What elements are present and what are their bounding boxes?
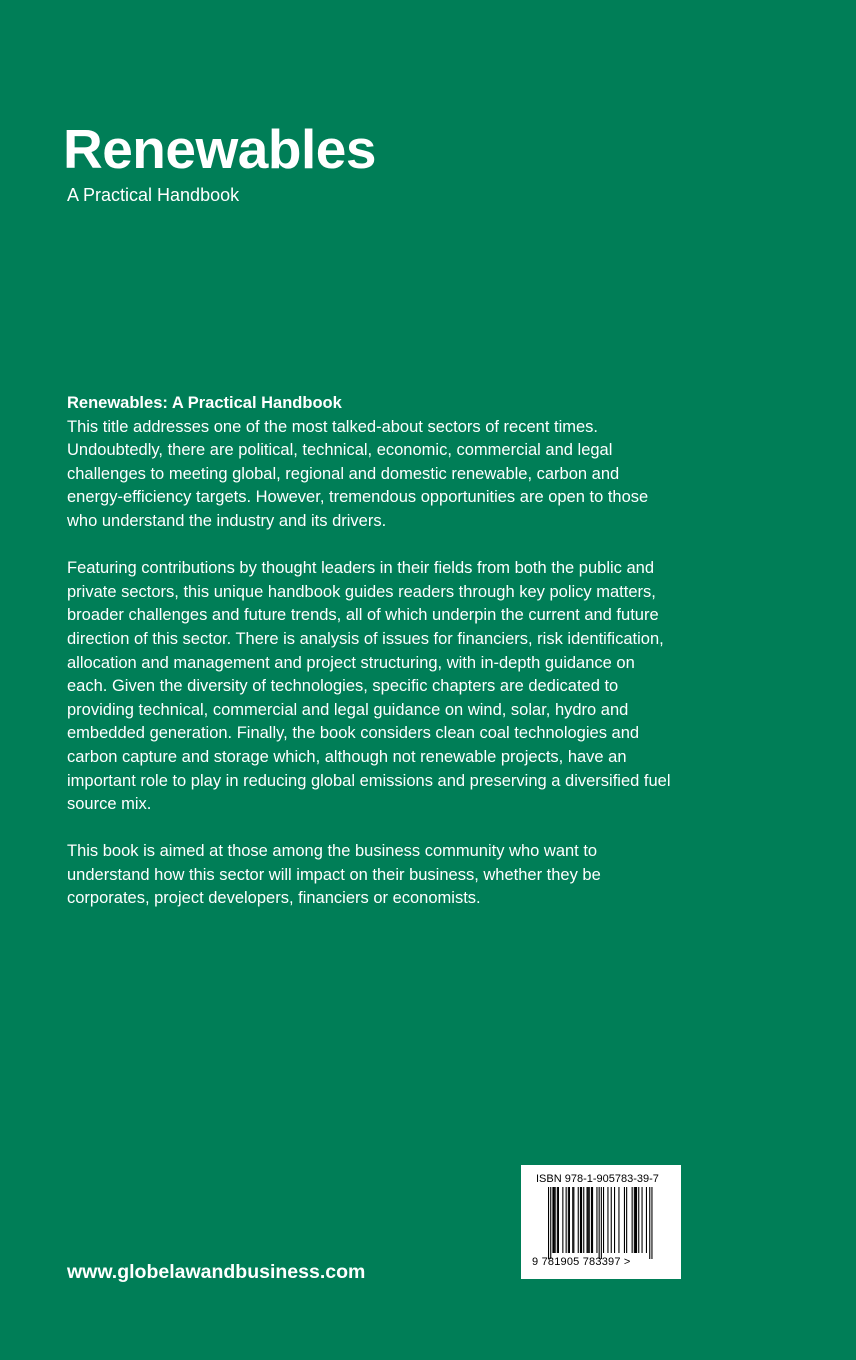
isbn-barcode xyxy=(521,1165,681,1279)
barcode-bar xyxy=(562,1187,563,1253)
barcode-bar xyxy=(588,1187,589,1253)
barcode-bar xyxy=(589,1187,590,1253)
barcode-bar xyxy=(638,1187,639,1253)
barcode-bar xyxy=(581,1187,582,1253)
barcode-bar xyxy=(555,1187,556,1253)
barcode-bar xyxy=(632,1187,633,1253)
barcode-bar xyxy=(557,1187,558,1253)
barcode-bar xyxy=(583,1187,584,1253)
barcode-bar xyxy=(618,1187,619,1253)
barcode-bar xyxy=(607,1187,608,1253)
barcode-bar xyxy=(573,1187,574,1253)
barcode-bar xyxy=(636,1187,637,1253)
barcode-bar xyxy=(554,1187,555,1253)
barcode-bar xyxy=(603,1187,604,1253)
barcode-bar xyxy=(626,1187,627,1253)
barcode-bar xyxy=(550,1187,551,1259)
barcode-bar xyxy=(568,1187,569,1253)
barcode-bar xyxy=(572,1187,573,1253)
barcode-bar xyxy=(592,1187,593,1253)
barcode-bar xyxy=(624,1187,625,1253)
blurb-heading: Renewables: A Practical Handbook xyxy=(67,394,342,412)
barcode-bar xyxy=(634,1187,635,1253)
barcode-bar xyxy=(642,1187,643,1253)
barcode-bar xyxy=(591,1187,592,1253)
publisher-website[interactable]: www.globelawandbusiness.com xyxy=(67,1261,366,1283)
barcode-bar xyxy=(599,1187,600,1259)
blurb-paragraph: This book is aimed at those among the business community who want to understand how this sector will impact on their business, whether they be corporates, project developers, financiers or economists. xyxy=(67,842,601,908)
barcode-bar xyxy=(566,1187,567,1253)
barcode-bar xyxy=(649,1187,650,1259)
barcode-bar xyxy=(635,1187,636,1253)
barcode-bar xyxy=(651,1187,652,1259)
barcode-bar xyxy=(580,1187,581,1253)
barcode-bar xyxy=(646,1187,647,1253)
book-title: Renewables xyxy=(63,118,376,180)
barcode-bar xyxy=(578,1187,579,1253)
barcode-bar xyxy=(569,1187,570,1253)
barcode-bar xyxy=(596,1187,597,1253)
barcode-digits: 9 781905 783397 > xyxy=(532,1256,631,1268)
barcode-bar xyxy=(611,1187,612,1253)
isbn-label: ISBN 978-1-905783-39-7 xyxy=(536,1173,659,1185)
barcode-bar xyxy=(548,1187,549,1259)
book-subtitle: A Practical Handbook xyxy=(67,185,240,205)
barcode-bar xyxy=(558,1187,559,1253)
barcode-bar xyxy=(601,1187,602,1259)
blurb-paragraph: This title addresses one of the most talked-about sectors of recent times. Undoubtedly, there are political, technical, economic, commercial and legal challenges to meeting global, regional and domestic renewable, carbon and energy-efficiency targets. However, tremendous opportunities are open to those who understand the industry and its drivers. xyxy=(67,417,649,530)
blurb-paragraph: Featuring contributions by thought leaders in their fields from both the public and private sectors, this unique handbook guides readers through key policy matters, broader challenges and future trends, all of which underpin the current and future direction of this sector. There is analysis of issues for financiers, risk identification, allocation and management and project structuring, with in-depth guidance on each. Given the diversity of technologies, specific chapters are dedicated to providing technical, commercial and legal guidance on wind, solar, hydro and embedded generation. Finally, the book considers clean coal technologies and carbon capture and storage which, although not renewable projects, have an important role to play in reducing global emissions and preserving a diversified fuel source mix. xyxy=(67,559,671,814)
barcode-bar xyxy=(587,1187,588,1253)
barcode-bar xyxy=(614,1187,615,1253)
barcode-bar xyxy=(552,1187,553,1253)
blurb xyxy=(67,392,677,935)
